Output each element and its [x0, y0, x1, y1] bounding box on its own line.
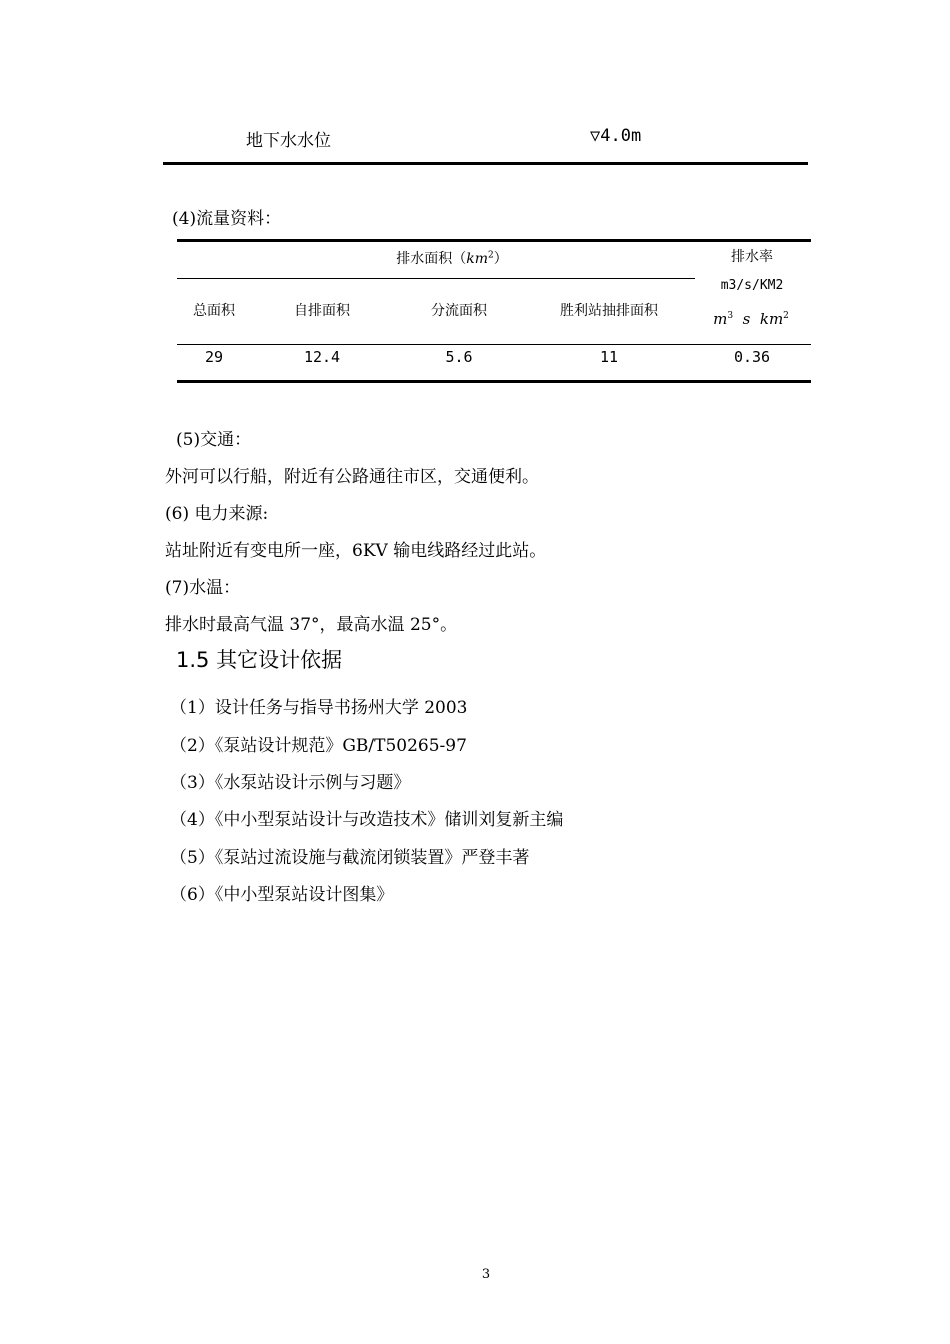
list-item: （5）《泵站过流设施与截流闭锁装置》严登丰著	[170, 848, 530, 868]
col-header-total: 总面积	[193, 303, 235, 319]
traffic-heading: (5)交通：	[176, 430, 252, 450]
rate-unit-text: m3/s/KM2	[720, 278, 784, 293]
power-text: 站址附近有变电所一座，6KV 输电线路经过此站。	[165, 541, 547, 561]
groundwater-label: 地下水水位	[246, 131, 331, 151]
cell-diverted: 5.6	[445, 348, 473, 366]
rate-unit-formula: $m^3$ s $km^2$	[713, 310, 789, 328]
list-item: （1）设计任务与指导书扬州大学 2003	[170, 698, 468, 718]
list-item: （2）《泵站设计规范》GB/T50265-97	[170, 736, 467, 756]
cell-shengli: 11	[599, 348, 619, 366]
col-header-self: 自排面积	[294, 303, 350, 319]
cell-total: 29	[204, 348, 224, 366]
list-item: （4）《中小型泵站设计与改造技术》储训刘复新主编	[170, 810, 564, 830]
top-table-bottom-rule	[163, 162, 808, 165]
col-header-diverted: 分流面积	[431, 303, 487, 319]
power-heading: (6) 电力来源:	[165, 504, 269, 524]
temp-heading: (7)水温：	[165, 578, 241, 598]
cell-rate: 0.36	[733, 348, 771, 366]
header-bottom-rule	[177, 344, 811, 345]
section-title: 1.5 其它设计依据	[176, 648, 343, 672]
page-number: 3	[481, 1267, 491, 1282]
flow-heading: (4)流量资料：	[172, 209, 282, 229]
table-bottom-rule	[177, 380, 811, 383]
col-header-shengli: 胜利站抽排面积	[560, 303, 658, 319]
temp-text: 排水时最高气温 37°，最高水温 25°。	[165, 615, 458, 635]
list-item: （3）《水泵站设计示例与习题》	[170, 773, 411, 793]
cell-self: 12.4	[303, 348, 341, 366]
list-item: （6）《中小型泵站设计图集》	[170, 885, 394, 905]
group-header-rule	[177, 278, 695, 279]
groundwater-value: ▽4.0m	[590, 126, 642, 146]
table-top-rule	[177, 239, 811, 242]
rate-header: 排水率	[731, 249, 773, 265]
group-header: 排水面积$(km^2)$	[396, 250, 508, 267]
traffic-text: 外河可以行船，附近有公路通往市区，交通便利。	[165, 467, 539, 487]
